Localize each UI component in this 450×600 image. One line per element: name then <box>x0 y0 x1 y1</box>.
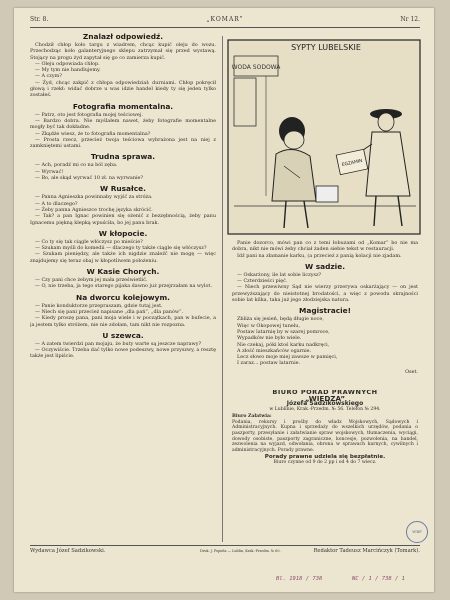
article-paragraph: — Oleju odpowiada chłop. <box>35 60 100 67</box>
article-title: W kłopocie. <box>98 228 148 238</box>
ad-body: Podania, rekursy i prośby do władz Wojskowych, Sądowych i Administracyjnych. Kupna i sprzedaży do wszelkich urzędów, podania o paszporty, przesyłanie i załatwianie spraw wojskowych, tłumaczenia, wyciągi, dowody osobiste, paszporty zagraniczne, koncesje, pozwolenia, na handel, zezwolenia na wyjazd, odwołania, obrona w sprawach karnych, cywilnych i administracyjnych. Porady prawne. <box>232 419 418 454</box>
article-title: U szewca. <box>102 330 144 340</box>
article-title: W Rusałce. <box>99 184 146 194</box>
cartoon-caption-text: Idź pani na złamanie karku, (a przecież z panią kolacji nie zjadam. <box>237 252 402 259</box>
cartoon-plaque: EGZAMIN <box>341 158 364 169</box>
header-rule <box>30 27 420 28</box>
ad-address: w Lublinie, Krak.-Przedm. № 56. Telefon № 294. <box>269 407 381 413</box>
article-paragraph: — Ach, poradź mi co na ból zęba. <box>35 162 118 169</box>
article-paragraph: — Patrz, oto jest fotografia mojej teściowej. <box>35 111 143 118</box>
article-paragraph: — Prosta rzecz, przecież twoja teściowa wybrażona jest na niej z zamkniętemi ustami. <box>30 136 216 150</box>
article-paragraph: — Oczywiście. Trzeba dać tylko nowe podeszwy, nowe przyszwy, a resztę także jest lipiście. <box>30 347 216 360</box>
article-paragraph: — Tak? a pan Ignac powinien się ożenić z bezzębnością, żeby panu Ignacemu piękną klepką wpuściła, bo jej panu brak. <box>30 213 216 226</box>
article-title: Trudna sprawa. <box>90 152 156 162</box>
article-paragraph: — Co ty się tak ciągle włóczysz po mieście? <box>35 238 143 245</box>
column-divider <box>222 36 223 542</box>
ad-brand: „WIEDZA” <box>304 393 346 403</box>
article-paragraph: — Bo, ale skąd wyrwać 10 zł. na wyrwanie? <box>35 175 144 182</box>
cartoon-caption-text: Panie dozorco, mówi pan co z temi łobuzami od „Komar” bo nie ma dobra, nikt nie mówi żeby chciał żaden siebie tekst w restauracji. <box>232 240 418 253</box>
article-paragraph: I zaraz... postaw latarnie. <box>237 360 301 367</box>
magazine-title: „KOMAR” <box>206 16 244 23</box>
left-column <box>30 29 216 543</box>
article-title: Na dworcu kolejowym. <box>76 292 170 302</box>
printer: Druk. J. Popiela — Lublin, Krak.-Przedm. № 60. <box>200 549 281 553</box>
pencil-note-2: NC / 1 / 738 / 1 <box>352 576 405 582</box>
article-title: Znalazł odpowiedź. <box>82 32 164 41</box>
article-paragraph: — A to dlaczego? <box>35 200 78 207</box>
pencil-note-1: Bl. 1918 / 738 <box>276 576 323 582</box>
page-footer <box>30 548 420 556</box>
article-paragraph: A złość mieszkańców ogarnie. <box>237 347 312 354</box>
footer-rule <box>30 545 420 546</box>
article-paragraph: Chodził chłop koło targu z wiadrem, chcąc kupić oleju do wozu. Przechodząc koło galanteryjnego sklepu zatrzymał się przed wystawą. Stojący na progu żyd zapytał się go co zamierza kupić. <box>30 42 216 61</box>
cartoon-illustration <box>226 36 422 236</box>
article-paragraph: — Niech przewiwny Sąd nie wierzy przerywa oskarżający — on jest przewyższający do nieistotnej brodatości, a więc z powodu skrajności sobie lat kilka, taka już jego złodziejska natura. <box>232 284 418 304</box>
article-paragraph: — Bardzo dobra. Nie myślałem nawet, żeby fotografie momentalne mogły być tak dokładne. <box>30 117 216 131</box>
cartoon-caption: SYPTY LUBELSKIE <box>291 43 361 52</box>
legal-office-ad <box>232 390 418 540</box>
article-paragraph: Wypadków nie było wiele. <box>237 335 302 342</box>
issue-number: Nr 12. <box>400 16 420 23</box>
ad-heading: Biuro Załatwia: <box>232 413 272 419</box>
article-paragraph: — Niech się pani przecież napisane „dla pań”, „dla panów”. <box>35 308 184 315</box>
article-paragraph: — Czterdzieści pięć. <box>237 278 288 285</box>
article-paragraph: — A czym? <box>35 73 62 80</box>
article-paragraph: — Zkądże wiesz, że to fotografia momentalna? <box>35 130 151 137</box>
article-paragraph: Zbliża się jesień, będą długie noce, <box>237 316 324 323</box>
article-paragraph: Postaw latarnię by w szarej pomroce, <box>237 328 330 335</box>
article-paragraph: — A zatem twierdzi pan mojaju, że buty warte są jeszcze naprawy? <box>35 340 202 347</box>
article-paragraph: — Czy pani chce żebym jej mała prześwietlić. <box>35 277 148 284</box>
article-title: W sadzie. <box>304 261 346 271</box>
right-column <box>232 240 418 388</box>
ad-footer: Porady prawne udziela się bezpłatnie. <box>264 453 386 460</box>
article-paragraph: — Oskarżony, ile lat sobie liczysz? <box>237 271 322 278</box>
article-paragraph: — Panie konduktorze przepraszam, gdzie tutaj jest. <box>35 302 163 309</box>
article-paragraph: — Wyrwać! <box>35 168 64 175</box>
ad-owner: Józefa Sadzikowskiego <box>286 400 364 408</box>
article-paragraph: — O, nie trzeba, ja tego starego pijaka dawno już przejrzałam na wylot. <box>35 283 212 290</box>
article-paragraph: — Panna Agnieszka powinnaby wyjść za stróża. <box>35 194 153 201</box>
article-paragraph: Lecz słowo moje miej zawsze w pamięci, <box>237 354 338 361</box>
article-paragraph: — My tym nie handlujemy. <box>35 67 101 74</box>
article-paragraph: — Szukam pieniędzy, ale także ich nigdzie znaleźć nie mogę — więc znajdujemy się teraz obaj w kłopotliwem położeniu. <box>30 251 216 264</box>
library-stamp: WBP <box>406 521 428 543</box>
editor: Redaktor Tadeusz Marcińczyk (Tomark). <box>313 548 420 554</box>
article-paragraph: — Szukam myśli do komedii — dlaczego ty także ciągle się włóczysz? <box>35 245 207 252</box>
article-paragraph: Więc w Okopowej tunelu, <box>237 322 301 329</box>
ad-hours: Biuro czynne od 9 do 2 pp i od 4 do 7 wiecz. <box>273 460 377 466</box>
ad-headline: BIURO PORAD PRAWNYCH <box>272 390 378 396</box>
page-number: Str. 8. <box>30 16 49 23</box>
article-title: W Kasie Chorych. <box>86 267 160 277</box>
article-title: Magistracie! <box>298 306 352 316</box>
poem-signature: Oset. <box>405 368 418 375</box>
publisher: Wydawca Józef Sadzikowski. <box>30 548 106 554</box>
article-paragraph: Nie czekaj, póki ktoś karku nadkręci, <box>237 341 330 348</box>
article-title: Fotografia momentalna. <box>72 101 174 111</box>
article-paragraph: — Żeby panna Agnieszce trochę języka skrócić. <box>35 206 153 213</box>
cartoon-sign: WODA SODOWA <box>231 64 281 71</box>
article-paragraph: — Żyd, chcąc zakpić z chłopa odpowiedział: durniami. Chłop pokręcił głową i rzekł: widać dobrze u was idzie handel kiedy ty się jeden tylko zostałeś. <box>30 79 216 99</box>
article-paragraph: — Kiedy proszę pana, pani moja wiele i w początkach, pan w bufecie, a ja jestem tylko stróżem, nie nie zdołam, tam nikt nie rozpozna. <box>30 315 216 328</box>
